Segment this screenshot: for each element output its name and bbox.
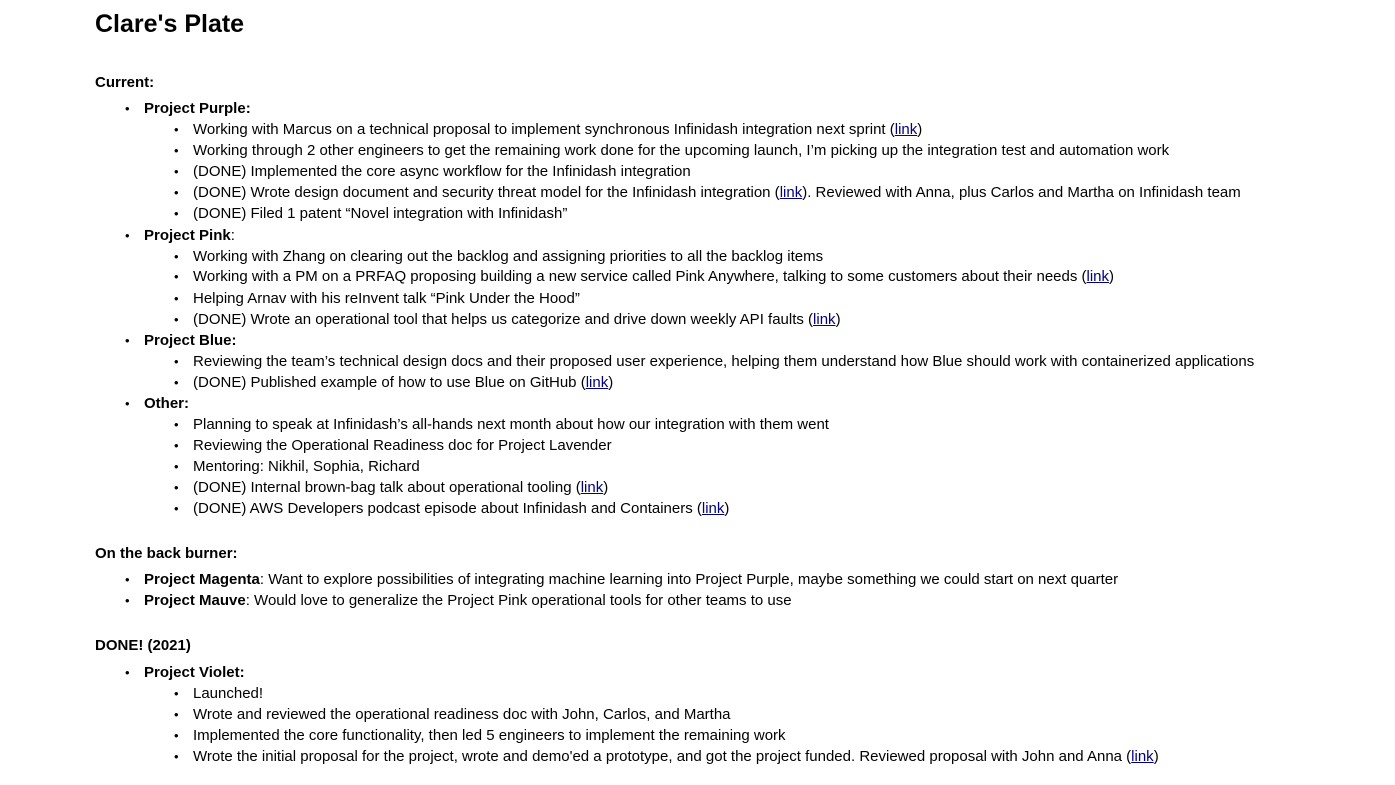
bullet-icon: •	[174, 749, 179, 764]
item-text: )	[917, 121, 923, 138]
item-text: (DONE) AWS Developers podcast episode about Infinidash and Containers (	[193, 500, 702, 517]
bullet-icon: •	[174, 417, 179, 432]
bullet-icon: •	[174, 269, 179, 284]
bullet-icon: •	[125, 572, 130, 587]
item-text: Working with a PM on a PRFAQ proposing building a new service called Pink Anywhere, talking to some customers about their needs (	[193, 268, 1087, 285]
list-item	[174, 309, 841, 330]
item-text: (DONE) Published example of how to use Blue on GitHub (	[193, 374, 586, 391]
list-item	[174, 161, 691, 182]
list-item	[174, 140, 1170, 161]
item-text: )	[608, 374, 614, 391]
item-text: (DONE) Implemented the core async workflow for the Infinidash integration	[193, 163, 691, 180]
list-item	[174, 414, 829, 435]
item-text: )	[603, 479, 609, 496]
list-item	[174, 704, 731, 725]
doc-link[interactable]: link	[894, 121, 918, 138]
list-item	[174, 372, 614, 393]
list-item	[174, 351, 1255, 372]
item-text: Working with Zhang on clearing out the backlog and assigning priorities to all the backlog items	[193, 248, 824, 265]
item-text: Wrote the initial proposal for the project, wrote and demo'ed a prototype, and got the project funded. Reviewed proposal with John and Anna (	[193, 748, 1132, 765]
list-item	[174, 456, 420, 477]
doc-link[interactable]: link	[1131, 748, 1154, 765]
item-text: (DONE) Wrote design document and security threat model for the Infinidash integration (	[193, 184, 780, 201]
item-text: )	[1153, 748, 1159, 765]
doc-link[interactable]: link	[779, 184, 803, 201]
list-item-other	[125, 393, 189, 414]
list-item	[174, 246, 824, 267]
section-heading-current: Current:	[95, 74, 155, 91]
bullet-icon: •	[174, 375, 179, 390]
bullet-icon: •	[174, 707, 179, 722]
item-text: : Want to explore possibilities of integrating machine learning into Project Purple, maybe something we could start on next quarter	[259, 571, 1119, 588]
item-text: )	[835, 311, 841, 328]
list-item	[174, 203, 568, 224]
project-name: Project Violet:	[144, 664, 245, 681]
list-item	[174, 266, 1115, 287]
list-item-project-blue	[125, 330, 237, 351]
item-text: )	[1109, 268, 1115, 285]
list-item	[174, 435, 612, 456]
item-text: Working with Marcus on a technical proposal to implement synchronous Infinidash integration next sprint (	[193, 121, 895, 138]
bullet-icon: •	[125, 228, 130, 243]
item-text: (DONE) Filed 1 patent “Novel integration with Infinidash”	[193, 205, 568, 222]
project-name: Project Mauve	[144, 592, 246, 609]
bullet-icon: •	[174, 438, 179, 453]
bullet-icon: •	[125, 333, 130, 348]
item-text: Working through 2 other engineers to get the remaining work done for the upcoming launch, I’m picking up the integration test and automation work	[193, 142, 1170, 159]
bullet-icon: •	[174, 501, 179, 516]
bullet-icon: •	[174, 312, 179, 327]
section-heading-done: DONE! (2021)	[95, 637, 191, 654]
item-text: ). Reviewed with Anna, plus Carlos and Martha on Infinidash team	[802, 184, 1241, 201]
item-text: Reviewing the team’s technical design docs and their proposed user experience, helping them understand how Blue should work with containerized applications	[193, 353, 1255, 370]
list-item	[174, 498, 730, 519]
page-title: Clare's Plate	[95, 10, 245, 38]
doc-link[interactable]: link	[813, 311, 836, 328]
bullet-icon: •	[174, 143, 179, 158]
list-item	[174, 725, 786, 746]
doc-link[interactable]: link	[580, 479, 604, 496]
bullet-icon: •	[174, 291, 179, 306]
bullet-icon: •	[174, 686, 179, 701]
bullet-icon: •	[174, 354, 179, 369]
list-item	[174, 683, 264, 704]
project-name: Project Magenta	[144, 571, 260, 588]
bullet-icon: •	[174, 206, 179, 221]
list-item	[174, 182, 1241, 203]
bullet-icon: •	[125, 101, 130, 116]
doc-link[interactable]: link	[1086, 268, 1110, 285]
item-text: Implemented the core functionality, then led 5 engineers to implement the remaining work	[193, 727, 786, 744]
bullet-icon: •	[125, 593, 130, 608]
item-text: Planning to speak at Infinidash’s all-hands next month about how our integration with them went	[193, 416, 829, 433]
project-name: Project Purple:	[144, 100, 251, 117]
item-text: Reviewing the Operational Readiness doc for Project Lavender	[193, 437, 612, 454]
list-item	[174, 746, 1159, 767]
item-text: Helping Arnav with his reInvent talk “Pink Under the Hood”	[193, 290, 580, 307]
bullet-icon: •	[174, 728, 179, 743]
item-text: : Would love to generalize the Project Pink operational tools for other teams to use	[245, 592, 792, 609]
item-text: Launched!	[193, 685, 264, 702]
item-text: Wrote and reviewed the operational readiness doc with John, Carlos, and Martha	[193, 706, 731, 723]
list-item	[174, 477, 609, 498]
list-item-project-magenta	[125, 569, 1119, 590]
list-item	[174, 288, 580, 309]
item-text: (DONE) Wrote an operational tool that helps us categorize and drive down weekly API faults (	[193, 311, 814, 328]
bullet-icon: •	[174, 459, 179, 474]
list-item-project-purple	[125, 98, 251, 119]
item-text: )	[724, 500, 730, 517]
list-item-project-mauve	[125, 590, 792, 611]
doc-link[interactable]: link	[585, 374, 609, 391]
item-text: Mentoring: Nikhil, Sophia, Richard	[193, 458, 420, 475]
project-name: Project Blue:	[144, 332, 237, 349]
item-text: (DONE) Internal brown-bag talk about operational tooling (	[193, 479, 581, 496]
bullet-icon: •	[125, 396, 130, 411]
bullet-icon: •	[174, 249, 179, 264]
bullet-icon: •	[174, 185, 179, 200]
bullet-icon: •	[174, 122, 179, 137]
section-heading-back-burner: On the back burner:	[95, 545, 238, 562]
list-item	[174, 119, 923, 140]
bullet-icon: •	[125, 665, 130, 680]
project-name: Project Pink	[144, 227, 231, 244]
project-name: Other:	[144, 395, 189, 412]
list-item-project-violet	[125, 662, 245, 683]
project-suffix: :	[230, 227, 235, 244]
list-item-project-pink	[125, 225, 235, 246]
doc-link[interactable]: link	[701, 500, 725, 517]
bullet-icon: •	[174, 164, 179, 179]
bullet-icon: •	[174, 480, 179, 495]
